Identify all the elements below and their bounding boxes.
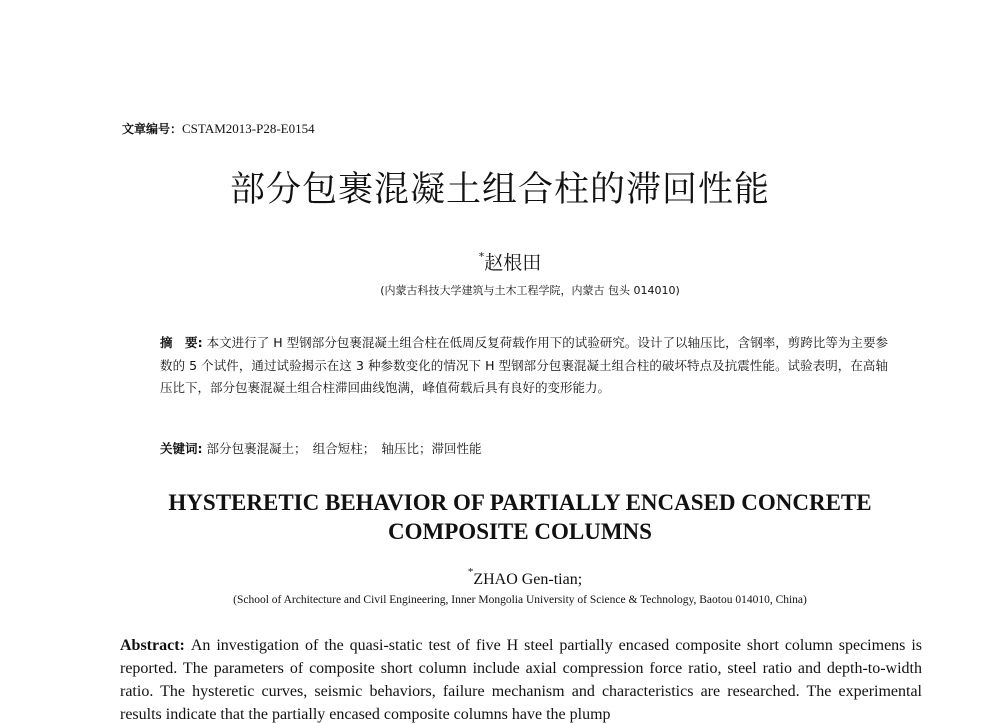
- chinese-affiliation: (内蒙古科技大学建筑与土木工程学院，内蒙古 包头 014010): [380, 284, 680, 297]
- chinese-author-mark: *: [478, 250, 485, 263]
- chinese-title: 部分包裹混凝土组合柱的滞回性能: [229, 170, 770, 210]
- article-number-label: 文章编号：: [122, 122, 183, 136]
- english-author: [0, 562, 1000, 590]
- english-title: HYSTERETIC BEHAVIOR OF PARTIALLY ENCASED CONCRETE COMPOSITE COLUMNS: [168, 490, 872, 544]
- chinese-keywords: [160, 440, 481, 458]
- article-number-value: CSTAM2013-P28-E0154: [182, 121, 315, 136]
- article-number: [122, 121, 315, 137]
- english-abstract-label: Abstract:: [120, 637, 185, 654]
- english-affiliation: (School of Architecture and Civil Engineering, Inner Mongolia University of Science & Technology, Baotou 014010, China): [233, 594, 807, 606]
- english-abstract: [120, 634, 922, 723]
- english-author-mark: *: [467, 566, 474, 578]
- chinese-author: [0, 245, 1000, 275]
- chinese-abstract: [160, 332, 888, 400]
- english-abstract-text: An investigation of the quasi-static test of five H steel partially encased composite short column specimens is reported. The parameters of composite short column include axial compression force ratio, steel ratio and depth-to-width ratio. The hysteretic curves, seismic behaviors, failure mechanism and characteristics are researched. The experimental results indicate that the partially encased composite columns have the plump: [120, 637, 922, 723]
- chinese-abstract-text: 本文进行了 H 型钢部分包裹混凝土组合柱在低周反复荷载作用下的试验研究。设计了以轴压比，含钢率，剪跨比等为主要参数的 5 个试件，通过试验揭示在这 3 种参数变化的情况下 H 型钢部分包裹混凝土组合柱的破坏特点及抗震性能。试验表明，在高轴压比下，部分包裹混凝土组合柱滞回曲线饱满，峰值荷载后具有良好的变形能力。: [160, 335, 889, 395]
- chinese-keywords-text: 部分包裹混凝土； 组合短柱； 轴压比；滞回性能: [202, 441, 482, 456]
- chinese-abstract-label: 摘 要:: [160, 335, 203, 350]
- english-author-name: ZHAO Gen-tian;: [473, 571, 583, 588]
- chinese-keywords-label: 关键词:: [160, 441, 203, 456]
- chinese-author-name: 赵根田: [484, 252, 542, 274]
